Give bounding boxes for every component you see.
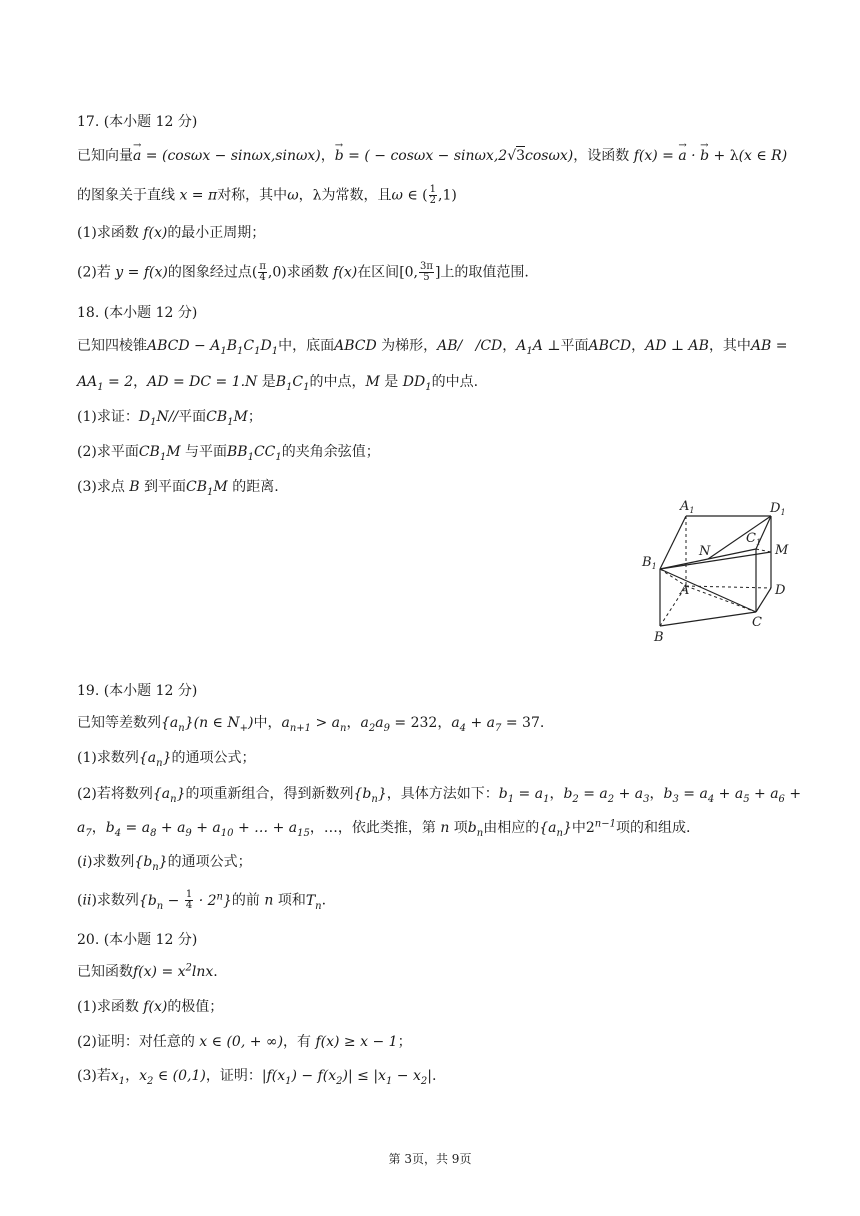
p18-q3: (3)求点 B 到平面$CB_1M$ 的距离. — [77, 479, 279, 498]
label-B1: $B_1$ — [642, 555, 657, 571]
p19-q2-cont: $a_7$，$b_4 = a_8 + a_9 + a_{10}$ + … + $a_{15}$，…，依此类推，第 n 项$b_n$由相应的$\{a_n\}$中$2^{n-1}$项的和组成. — [77, 818, 691, 839]
p19-text-1: 已知等差数列$\{a_n\}(n$ ∈ $N_+$)中，$a_{n+1} > a_n$，$a_2a_9 = 232$，$a_4 + a_7 = 37$. — [77, 715, 545, 734]
label-A1: $A_1$ — [680, 499, 695, 515]
p18-header: 18. (本小题 12 分) — [77, 305, 198, 321]
p20-header: 20. (本小题 12 分) — [77, 932, 198, 948]
label-D1: $D_1$ — [770, 501, 786, 517]
page-footer: 第 3页，共 9页 — [388, 1152, 472, 1166]
p19-header: 19. (本小题 12 分) — [77, 683, 198, 699]
p18-q1: (1)求证：$D_1N//$平面$CB_1M$； — [77, 409, 262, 428]
label-B: B — [654, 630, 664, 645]
p17-text-2: 的图象关于直线 x = π对称，其中ω，λ为常数，且ω ∈ ( $\frac{1}{2}$ ,1) — [77, 184, 457, 206]
label-C: C — [752, 615, 762, 630]
p18-q2: (2)求平面$CB_1M$ 与平面$BB_1CC_1$的夹角余弦值； — [77, 444, 380, 463]
p19-qi: (i)求数列$\{b_n\}$的通项公式； — [77, 854, 252, 873]
prism-figure — [636, 494, 796, 649]
p20-q1: (1)求函数 f(x)的极值； — [77, 999, 224, 1015]
p18-text-2: $AA_1 = 2$，AD = DC = 1.N 是$B_1C_1$的中点，M 是 $DD_1$的中点. — [77, 374, 479, 393]
p17-text-1: 已知向量→ a = (cosωx − sinωx,sinωx)，→ b = ( − cosωx − sinωx,2√3cosωx)，设函数 f(x) = → a · → b + λ(x ∈ R) — [77, 146, 790, 166]
p17-q1: (1)求函数 f(x)的最小正周期； — [77, 225, 266, 241]
p17-q2: (2)若 y = f(x)的图象经过点( $\frac{\pi}{4}$ ,0)求函数 f(x)在区间[0, $\frac{3\pi}{5}$ ]上的取值范围. — [77, 261, 529, 283]
label-N: N — [699, 544, 711, 559]
p17-header: 17. (本小题 12 分) — [77, 114, 198, 130]
label-A: A — [680, 583, 690, 598]
p18-text-1: 已知四棱锥ABCD − $A_1B_1C_1D_1$中，底面ABCD 为梯形，AB/ /CD，$A_1A$ ⊥平面ABCD，AD ⊥ AB，其中AB = — [77, 338, 788, 357]
p19-q2: (2)若将数列$\{a_n\}$的项重新组合，得到新数列$\{b_n\}$，具体方法如下：$b_1 = a_1$，$b_2 = a_2 + a_3$，$b_3 = a_4 + a_5 + a_6$ + — [77, 786, 802, 805]
label-M: M — [775, 543, 789, 558]
label-C1: $C_1$ — [746, 531, 762, 547]
p20-q3: (3)若$x_1$，$x_2$ ∈ (0,1)，证明：$|f(x_1) - f(x_2)| \le |x_1 - x_2|$. — [77, 1068, 437, 1087]
p19-qii: (ii)求数列{$b_n$ − $\frac{1}{4}$ · $2^n$}的前 n 项和$T_n$. — [77, 889, 327, 912]
p20-q2: (2)证明：对任意的 x ∈ (0, + ∞)，有 f(x) ≥ x − 1； — [77, 1034, 412, 1050]
p19-q1: (1)求数列$\{a_n\}$的通项公式； — [77, 750, 256, 769]
label-D: D — [775, 583, 786, 598]
p20-text-1: 已知函数$f(x) = x^2\ln x$. — [77, 962, 218, 980]
